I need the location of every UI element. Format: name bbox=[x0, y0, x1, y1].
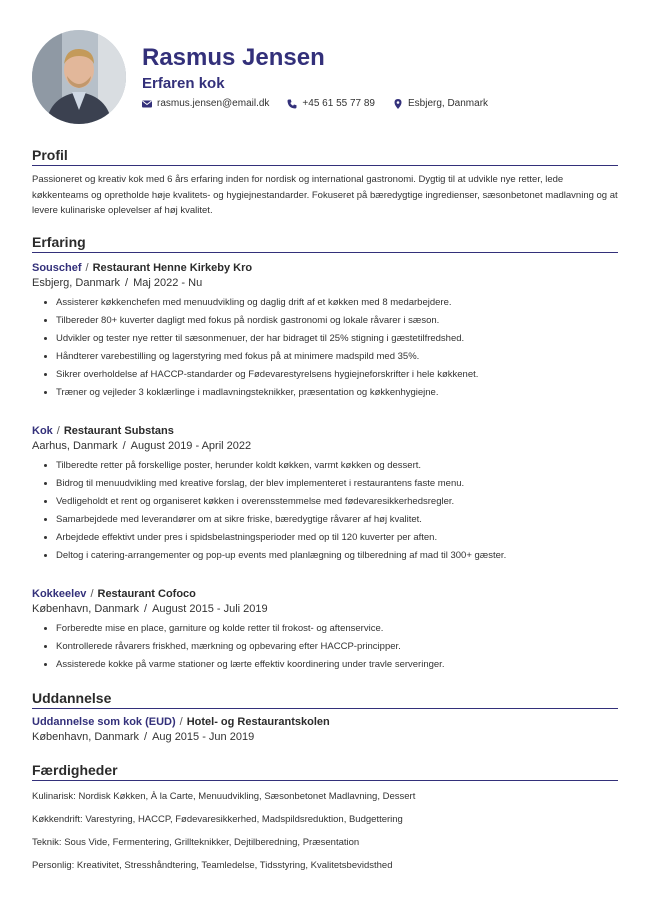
contact-location bbox=[393, 98, 488, 109]
job-company: Restaurant Henne Kirkeby Kro bbox=[92, 262, 253, 274]
skill-line: Køkkendrift: Varestyring, HACCP, Fødevaresikkerhed, Madspildsreduktion, Budgettering bbox=[32, 814, 403, 825]
profile-photo-image bbox=[32, 30, 126, 124]
contact-email[interactable] bbox=[142, 98, 269, 109]
education-heading: Uddannelse som kok (EUD) / Hotel- og Restaurantskolen bbox=[32, 716, 330, 728]
contact-phone[interactable] bbox=[287, 98, 375, 109]
list-item: • Bidrog til menuudvikling med kreative forslag, der blev implementeret i restaurantens faste menu. bbox=[56, 475, 618, 493]
job-period: August 2015 - Juli 2019 bbox=[152, 603, 268, 615]
candidate-title: Erfaren kok bbox=[142, 75, 225, 92]
list-item: • Tilberedte retter på forskellige poster, herunder koldt køkken, varmt køkken og dessert. bbox=[56, 457, 618, 475]
profile-photo bbox=[32, 30, 126, 124]
profile-section bbox=[32, 147, 618, 219]
section-heading-skills: Færdigheder bbox=[32, 762, 618, 781]
job-entry bbox=[32, 424, 618, 565]
list-item: • Sikrer overholdelse af HACCP-standarder og Fødevarestyrelsens hygiejneforskrifter i hele køkkenet. bbox=[56, 366, 618, 384]
candidate-name: Rasmus Jensen bbox=[142, 44, 325, 71]
skill-line: Teknik: Sous Vide, Fermentering, Grillteknikker, Dejtilberedning, Præsentation bbox=[32, 837, 360, 848]
section-heading-education: Uddannelse bbox=[32, 690, 618, 709]
job-bullets bbox=[32, 620, 618, 674]
list-item: • Samarbejdede med leverandører om at sikre friske, bæredygtige råvarer af høj kvalitet. bbox=[56, 511, 618, 529]
job-role: Souschef bbox=[32, 262, 82, 274]
job-heading: Kokkeelev / Restaurant Cofoco bbox=[32, 588, 196, 600]
resume-header bbox=[32, 30, 618, 130]
job-meta: Esbjerg, Danmark / Maj 2022 - Nu bbox=[32, 277, 203, 289]
education-entry bbox=[32, 715, 618, 745]
job-location: Aarhus, Danmark bbox=[32, 440, 118, 452]
job-role: Kok bbox=[32, 425, 53, 437]
list-item: • Udvikler og tester nye retter til sæsonmenuer, der har bidraget til 25% stigning i gæstetilfredshed. bbox=[56, 330, 618, 348]
skills-list bbox=[32, 785, 618, 877]
job-entry bbox=[32, 261, 618, 402]
phone-icon bbox=[287, 99, 297, 109]
location-text: Esbjerg, Danmark bbox=[408, 98, 489, 109]
list-item: • Assisterer køkkenchefen med menuudvikling og daglig drift af et køkken med 8 medarbejdere. bbox=[56, 294, 618, 312]
profile-summary: Passioneret og kreativ kok med 6 års erfaring inden for nordisk og international gastronomi. Dygtig til at udvikle nye retter, lede køkkenteams og opretholde høje kvalitets- og hygiejnestandarder. Fokuseret på bæredygtige ingredienser, sæsonbetonet madlavning og at levere kulinariske oplevelser af høj kvalitet. bbox=[32, 174, 618, 216]
list-item: • Assisterede kokke på varme stationer og lærte effektiv koordinering under travle serveringer. bbox=[56, 656, 618, 674]
phone-text: +45 61 55 77 89 bbox=[302, 98, 375, 109]
job-entry bbox=[32, 587, 618, 674]
section-heading-experience: Erfaring bbox=[32, 234, 618, 253]
skill-line: Kulinarisk: Nordisk Køkken, À la Carte, Menuudvikling, Sæsonbetonet Madlavning, Dessert bbox=[32, 791, 416, 802]
list-item: • Kontrollerede råvarers friskhed, mærkning og opbevaring efter HACCP-principper. bbox=[56, 638, 618, 656]
list-item: • Tilbereder 80+ kuverter dagligt med fokus på nordisk gastronomi og lokale råvarer i sæson. bbox=[56, 312, 618, 330]
job-role: Kokkeelev bbox=[32, 588, 87, 600]
list-item: • Håndterer varebestilling og lagerstyring med fokus på at minimere madspild med 35%. bbox=[56, 348, 618, 366]
education-period: Aug 2015 - Jun 2019 bbox=[152, 731, 255, 743]
job-heading: Kok / Restaurant Substans bbox=[32, 425, 174, 437]
job-location: Esbjerg, Danmark bbox=[32, 277, 121, 289]
education-section bbox=[32, 690, 618, 745]
location-pin-icon bbox=[393, 99, 403, 109]
list-item: • Vedligeholdt et rent og organiseret køkken i overensstemmelse med fødevaresikkerhedsregler. bbox=[56, 493, 618, 511]
job-company: Restaurant Substans bbox=[63, 425, 174, 437]
education-school: Hotel- og Restaurantskolen bbox=[186, 716, 330, 728]
email-icon bbox=[142, 99, 152, 109]
list-item: • Arbejdede effektivt under pres i spidsbelastningsperioder med op til 120 kuverter per aften. bbox=[56, 529, 618, 547]
job-heading: Souschef / Restaurant Henne Kirkeby Kro bbox=[32, 262, 253, 274]
email-text: rasmus.jensen@email.dk bbox=[157, 98, 270, 109]
education-location: København, Danmark bbox=[32, 731, 139, 743]
section-heading-profile: Profil bbox=[32, 147, 618, 166]
education-meta: København, Danmark / Aug 2015 - Jun 2019 bbox=[32, 731, 255, 743]
skill-line: Personlig: Kreativitet, Stresshåndtering, Teamledelse, Tidsstyring, Kvalitetsbevidsthed bbox=[32, 860, 393, 871]
skills-section bbox=[32, 762, 618, 877]
experience-section bbox=[32, 234, 618, 674]
education-degree: Uddannelse som kok (EUD) bbox=[32, 716, 176, 728]
contact-info bbox=[142, 98, 488, 109]
job-meta: Aarhus, Danmark / August 2019 - April 2022 bbox=[32, 440, 252, 452]
job-location: København, Danmark bbox=[32, 603, 139, 615]
job-period: Maj 2022 - Nu bbox=[133, 277, 203, 289]
job-company: Restaurant Cofoco bbox=[97, 588, 196, 600]
job-bullets bbox=[32, 457, 618, 565]
list-item: • Forberedte mise en place, garniture og kolde retter til frokost- og aftenservice. bbox=[56, 620, 618, 638]
job-period: August 2019 - April 2022 bbox=[130, 440, 252, 452]
list-item: • Træner og vejleder 3 koklærlinge i madlavningsteknikker, præsentation og køkkenhygiejne. bbox=[56, 384, 618, 402]
job-bullets bbox=[32, 294, 618, 402]
job-meta: København, Danmark / August 2015 - Juli 2019 bbox=[32, 603, 268, 615]
list-item: • Deltog i catering-arrangementer og pop-up events med planlægning og tilberedning af mad til 300+ gæster. bbox=[56, 547, 618, 565]
